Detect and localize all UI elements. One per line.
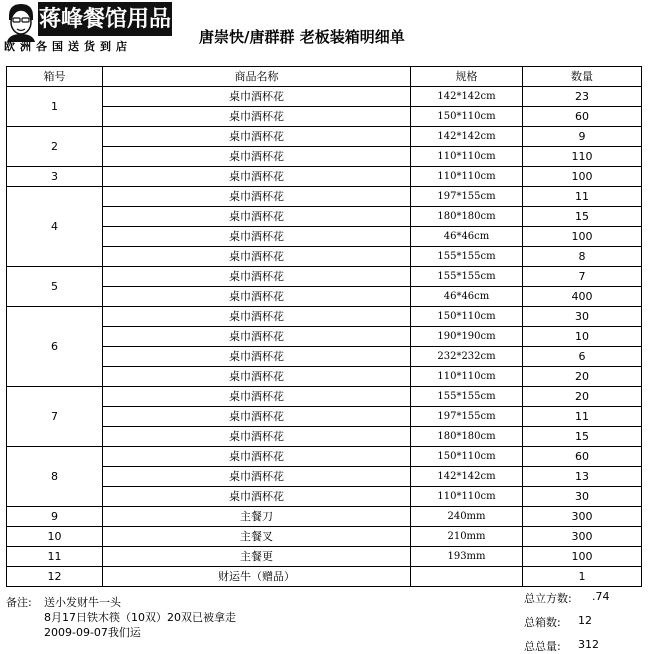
spec-cell: 155*155cm	[411, 267, 523, 287]
product-name-cell: 桌巾酒杯花	[103, 487, 411, 507]
box-number-cell: 2	[7, 127, 103, 167]
table-row	[7, 567, 642, 587]
quantity-cell: 100	[523, 547, 642, 567]
total-volume-value: .74	[592, 590, 610, 603]
table-row	[7, 187, 642, 207]
spec-cell: 142*142cm	[411, 87, 523, 107]
brand-subtitle: 欧洲各国送货到店	[4, 40, 132, 53]
spec-cell: 110*110cm	[411, 367, 523, 387]
table-row	[7, 427, 642, 447]
box-number-cell: 4	[7, 187, 103, 267]
table-row	[7, 147, 642, 167]
quantity-cell: 20	[523, 367, 642, 387]
product-name-cell: 桌巾酒杯花	[103, 367, 411, 387]
notes-line-2: 8月17日铁木筷（10双）20双已被拿走	[44, 611, 236, 624]
spec-cell: 110*110cm	[411, 167, 523, 187]
table-row	[7, 207, 642, 227]
total-quantity-label: 总总量:	[524, 640, 561, 653]
spec-cell: 180*180cm	[411, 427, 523, 447]
total-boxes-label: 总箱数:	[524, 616, 561, 629]
quantity-cell: 300	[523, 507, 642, 527]
spec-cell: 190*190cm	[411, 327, 523, 347]
table-row	[7, 407, 642, 427]
product-name-cell: 桌巾酒杯花	[103, 147, 411, 167]
spec-cell: 232*232cm	[411, 347, 523, 367]
box-number-cell: 9	[7, 507, 103, 527]
header-spec: 规格	[411, 67, 523, 87]
product-name-cell: 财运牛（赠品）	[103, 567, 411, 587]
table-row	[7, 167, 642, 187]
table-row	[7, 327, 642, 347]
table-row	[7, 347, 642, 367]
product-name-cell: 桌巾酒杯花	[103, 427, 411, 447]
table-body	[7, 87, 642, 587]
box-number-cell: 10	[7, 527, 103, 547]
quantity-cell: 30	[523, 487, 642, 507]
spec-cell: 197*155cm	[411, 407, 523, 427]
header-quantity: 数量	[523, 67, 642, 87]
table-header-row	[7, 67, 642, 87]
spec-cell: 150*110cm	[411, 307, 523, 327]
total-quantity-value: 312	[578, 638, 599, 651]
box-number-cell: 11	[7, 547, 103, 567]
quantity-cell: 11	[523, 187, 642, 207]
spec-cell: 210mm	[411, 527, 523, 547]
spec-cell: 155*155cm	[411, 247, 523, 267]
table-row	[7, 547, 642, 567]
box-number-cell: 5	[7, 267, 103, 307]
brand-logo	[4, 2, 172, 54]
spec-cell: 180*180cm	[411, 207, 523, 227]
quantity-cell: 13	[523, 467, 642, 487]
table-row	[7, 387, 642, 407]
table-row	[7, 107, 642, 127]
quantity-cell: 9	[523, 127, 642, 147]
table-row	[7, 87, 642, 107]
table-row	[7, 467, 642, 487]
spec-cell: 46*46cm	[411, 287, 523, 307]
box-number-cell: 12	[7, 567, 103, 587]
product-name-cell: 桌巾酒杯花	[103, 127, 411, 147]
quantity-cell: 20	[523, 387, 642, 407]
spec-cell: 142*142cm	[411, 127, 523, 147]
table-row	[7, 227, 642, 247]
quantity-cell: 23	[523, 87, 642, 107]
table-row	[7, 527, 642, 547]
box-number-cell: 8	[7, 447, 103, 507]
quantity-cell: 60	[523, 447, 642, 467]
total-volume-label: 总立方数:	[524, 592, 572, 605]
quantity-cell: 100	[523, 227, 642, 247]
quantity-cell: 1	[523, 567, 642, 587]
box-number-cell: 7	[7, 387, 103, 447]
spec-cell: 110*110cm	[411, 147, 523, 167]
product-name-cell: 桌巾酒杯花	[103, 347, 411, 367]
product-name-cell: 桌巾酒杯花	[103, 227, 411, 247]
quantity-cell: 110	[523, 147, 642, 167]
spec-cell: 193mm	[411, 547, 523, 567]
product-name-cell: 主餐刀	[103, 507, 411, 527]
table-row	[7, 267, 642, 287]
quantity-cell: 400	[523, 287, 642, 307]
table-row	[7, 447, 642, 467]
document-title: 唐崇快/唐群群 老板装箱明细单	[199, 28, 405, 46]
table-row	[7, 247, 642, 267]
brand-name: 蒋峰餐馆用品	[38, 2, 172, 36]
table-row	[7, 367, 642, 387]
packing-list-table	[6, 66, 642, 587]
table-row	[7, 487, 642, 507]
spec-cell: 240mm	[411, 507, 523, 527]
product-name-cell: 主餐更	[103, 547, 411, 567]
quantity-cell: 11	[523, 407, 642, 427]
quantity-cell: 7	[523, 267, 642, 287]
table-row	[7, 507, 642, 527]
table-row	[7, 307, 642, 327]
quantity-cell: 60	[523, 107, 642, 127]
total-boxes-value: 12	[578, 614, 592, 627]
product-name-cell: 桌巾酒杯花	[103, 107, 411, 127]
spec-cell: 150*110cm	[411, 107, 523, 127]
product-name-cell: 桌巾酒杯花	[103, 287, 411, 307]
product-name-cell: 桌巾酒杯花	[103, 247, 411, 267]
product-name-cell: 桌巾酒杯花	[103, 307, 411, 327]
header-product-name: 商品名称	[103, 67, 411, 87]
product-name-cell: 桌巾酒杯花	[103, 407, 411, 427]
quantity-cell: 15	[523, 427, 642, 447]
product-name-cell: 桌巾酒杯花	[103, 267, 411, 287]
product-name-cell: 桌巾酒杯花	[103, 387, 411, 407]
notes-line-1: 送小发财牛一头	[44, 596, 121, 609]
spec-cell: 46*46cm	[411, 227, 523, 247]
header-box-number: 箱号	[7, 67, 103, 87]
quantity-cell: 8	[523, 247, 642, 267]
quantity-cell: 30	[523, 307, 642, 327]
quantity-cell: 10	[523, 327, 642, 347]
quantity-cell: 300	[523, 527, 642, 547]
product-name-cell: 桌巾酒杯花	[103, 447, 411, 467]
quantity-cell: 100	[523, 167, 642, 187]
table-row	[7, 287, 642, 307]
quantity-cell: 6	[523, 347, 642, 367]
product-name-cell: 桌巾酒杯花	[103, 167, 411, 187]
product-name-cell: 桌巾酒杯花	[103, 467, 411, 487]
notes-line-3: 2009-09-07我们运	[44, 626, 141, 639]
box-number-cell: 6	[7, 307, 103, 387]
spec-cell	[411, 567, 523, 587]
chef-portrait-icon	[4, 2, 38, 42]
spec-cell: 110*110cm	[411, 487, 523, 507]
table-row	[7, 127, 642, 147]
product-name-cell: 桌巾酒杯花	[103, 327, 411, 347]
product-name-cell: 桌巾酒杯花	[103, 207, 411, 227]
product-name-cell: 桌巾酒杯花	[103, 87, 411, 107]
notes-label: 备注:	[6, 596, 32, 609]
product-name-cell: 主餐叉	[103, 527, 411, 547]
product-name-cell: 桌巾酒杯花	[103, 187, 411, 207]
spec-cell: 142*142cm	[411, 467, 523, 487]
box-number-cell: 1	[7, 87, 103, 127]
spec-cell: 150*110cm	[411, 447, 523, 467]
box-number-cell: 3	[7, 167, 103, 187]
spec-cell: 155*155cm	[411, 387, 523, 407]
quantity-cell: 15	[523, 207, 642, 227]
spec-cell: 197*155cm	[411, 187, 523, 207]
